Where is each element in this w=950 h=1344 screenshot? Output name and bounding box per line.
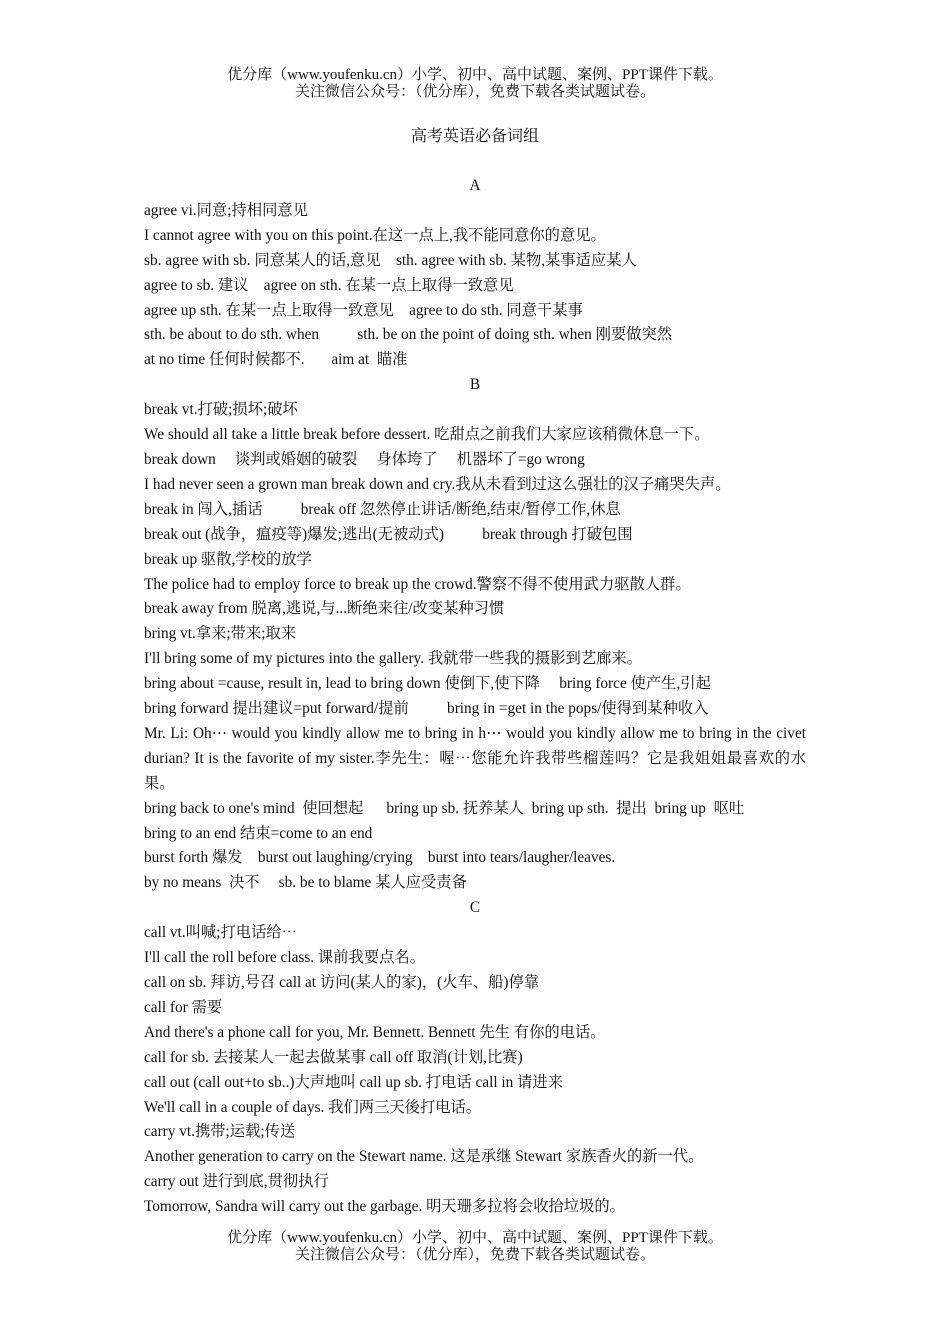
section-letter-b: B <box>469 376 481 394</box>
text-line: Another generation to carry on the Stewart name. 这是承继 Stewart 家族香火的新一代。 <box>144 1148 704 1166</box>
text-line: call on sb. 拜访,号召 call at 访问(某人的家)，(火车、船)停靠 <box>144 974 540 991</box>
section-letter-c: C <box>469 899 481 917</box>
text-line: bring vt.拿来;带来;取来 <box>144 625 297 643</box>
text-line: by no means 决不 sb. be to blame 某人应受责备 <box>144 874 467 892</box>
text-line: break in 闯入,插话 break off 忽然停止讲话/断绝,结束/暂停工作,休息 <box>144 500 621 518</box>
text-line: break down 谈判或婚姻的破裂 身体垮了 机器坏了=go wrong <box>144 450 585 468</box>
text-line: sth. be about to do sth. when sth. be on the point of doing sth. when 刚要做突然 <box>144 326 673 344</box>
text-line: agree up sth. 在某一点上取得一致意见 agree to do sth. 同意干某事 <box>144 301 583 319</box>
text-line: agree vi.同意;持相同意见 <box>144 201 308 219</box>
text-line: agree to sb. 建议 agree on sth. 在某一点上取得一致意见 <box>144 276 514 294</box>
text-line: break out (战争，瘟疫等)爆发;逃出(无被动式) break through 打破包围 <box>144 525 633 543</box>
text-line: And there's a phone call for you, Mr. Bennett. Bennett 先生 有你的电话。 <box>144 1023 606 1041</box>
text-line: I'll bring some of my pictures into the gallery. 我就带一些我的摄影到艺廊来。 <box>144 650 643 668</box>
page-header <box>0 67 950 101</box>
text-line: We'll call in a couple of days. 我们两三天後打电话。 <box>144 1098 482 1116</box>
footer-line-2: 关注微信公众号：（优分库），免费下载各类试题试卷。 <box>294 1247 655 1263</box>
text-line: The police had to employ force to break up the crowd.警察不得不使用武力驱散人群。 <box>144 575 691 593</box>
text-line: bring about =cause, result in, lead to bring down 使倒下,使下降 bring force 使产生,引起 <box>144 675 711 693</box>
page-footer <box>0 1230 950 1264</box>
header-line-1: 优分库（www.youfenku.cn）小学、初中、高中试题、案例、PPT课件下载。 <box>227 67 723 83</box>
text-line: call for 需要 <box>144 998 223 1016</box>
text-line: I cannot agree with you on this point.在这一点上,我不能同意你的意见。 <box>144 226 606 244</box>
text-line: call out (call out+to sb..)大声地叫 call up sb. 打电话 call in 请进来 <box>144 1073 564 1091</box>
text-line: We should all take a little break before dessert. 吃甜点之前我们大家应该稍微休息一下。 <box>144 426 710 444</box>
text-line: Tomorrow, Sandra will carry out the garbage. 明天珊多拉将会收拾垃圾的。 <box>144 1198 625 1216</box>
text-line: carry vt.携带;运载;传送 <box>144 1123 296 1141</box>
text-line: call vt.叫喊;打电话给⋯ <box>144 924 297 942</box>
text-line: bring to an end 结束=come to an end <box>144 824 373 842</box>
document-body <box>144 174 806 1220</box>
text-line: bring back to one's mind 使回想起 bring up sb. 抚养某人 bring up sth. 提出 bring up 呕吐 <box>144 799 745 817</box>
text-line: break away from 脱离,逃说,与...断绝来往/改变某种习惯 <box>144 600 505 618</box>
text-line: burst forth 爆发 burst out laughing/crying burst into tears/laugher/leaves. <box>144 849 616 867</box>
text-line: at no time 任何时候都不. aim at 瞄准 <box>144 351 408 369</box>
footer-line-1: 优分库（www.youfenku.cn）小学、初中、高中试题、案例、PPT课件下载。 <box>227 1230 723 1246</box>
text-line: call for sb. 去接某人一起去做某事 call off 取消(计划,比赛) <box>144 1048 523 1066</box>
text-line: I'll call the roll before class. 课前我要点名。 <box>144 949 426 967</box>
header-line-2: 关注微信公众号：（优分库），免费下载各类试题试卷。 <box>294 84 655 100</box>
document-title: 高考英语必备词组 <box>410 128 539 145</box>
text-line: break up 驱散,学校的放学 <box>144 550 312 568</box>
text-line: break vt.打破;损坏;破坏 <box>144 401 298 419</box>
dialogue-paragraph: Mr. Li: Oh⋯ would you kindly allow me to bring in h⋯ would you kindly allow me to bring in the civet durian? It is the favorite of my sister.李先生：喔⋯您能允许我带些榴莲吗？它是我姐姐最喜欢的水果。 <box>144 724 806 792</box>
section-letter-a: A <box>469 177 481 194</box>
text-line: carry out 进行到底,贯彻执行 <box>144 1173 329 1191</box>
text-line: I had never seen a grown man break down and cry.我从未看到过这么强壮的汉子痛哭失声。 <box>144 475 731 493</box>
text-line: bring forward 提出建议=put forward/提前 bring in =get in the pops/使得到某种收入 <box>144 700 709 718</box>
text-line: sb. agree with sb. 同意某人的话,意见 sth. agree with sb. 某物,某事适应某人 <box>144 251 637 269</box>
